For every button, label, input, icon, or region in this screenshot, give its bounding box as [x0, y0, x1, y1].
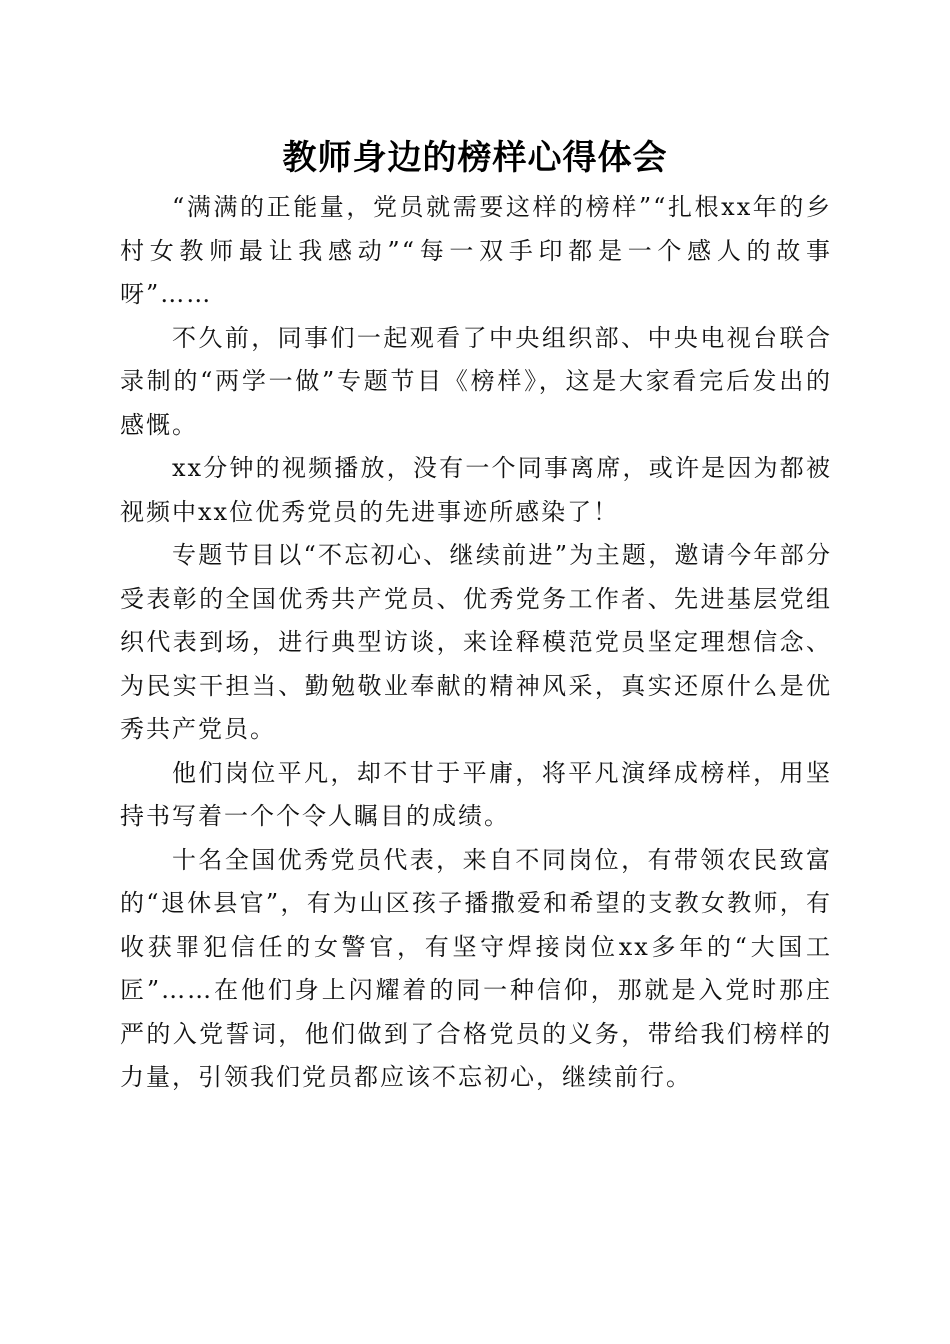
paragraph: 不久前，同事们一起观看了中央组织部、中央电视台联合录制的“两学一做”专题节目《榜样》，这是大家看完后发出的感慨。: [120, 323, 832, 439]
paragraph: 他们岗位平凡，却不甘于平庸，将平凡演绎成榜样，用坚持书写着一个个令人瞩目的成绩。: [120, 758, 832, 830]
document-title: 教师身边的榜样心得体会: [282, 138, 668, 178]
paragraph: “满满的正能量，党员就需要这样的榜样”“扎根xx年的乡村女教师最让我感动”“每一双手印都是一个感人的故事呀”……: [120, 193, 832, 308]
paragraph: 十名全国优秀党员代表，来自不同岗位，有带领农民致富的“退休县官”，有为山区孩子播撒爱和希望的支教女教师，有收获罪犯信任的女警官，有坚守焊接岗位xx多年的“大国工匠”……在他们身上闪耀着的同一种信仰，那就是入党时那庄严的入党誓词，他们做到了合格党员的义务，带给我们榜样的力量，引领我们党员都应该不忘初心，继续前行。: [120, 845, 832, 1091]
paragraph: xx分钟的视频播放，没有一个同事离席，或许是因为都被视频中xx位优秀党员的先进事迹所感染了！: [120, 454, 832, 526]
paragraph: 专题节目以“不忘初心、继续前进”为主题，邀请今年部分受表彰的全国优秀共产党员、优秀党务工作者、先进基层党组织代表到场，进行典型访谈，来诠释模范党员坚定理想信念、为民实干担当、勤勉敬业奉献的精神风采，真实还原什么是优秀共产党员。: [120, 541, 832, 743]
document-body: [120, 186, 832, 1100]
